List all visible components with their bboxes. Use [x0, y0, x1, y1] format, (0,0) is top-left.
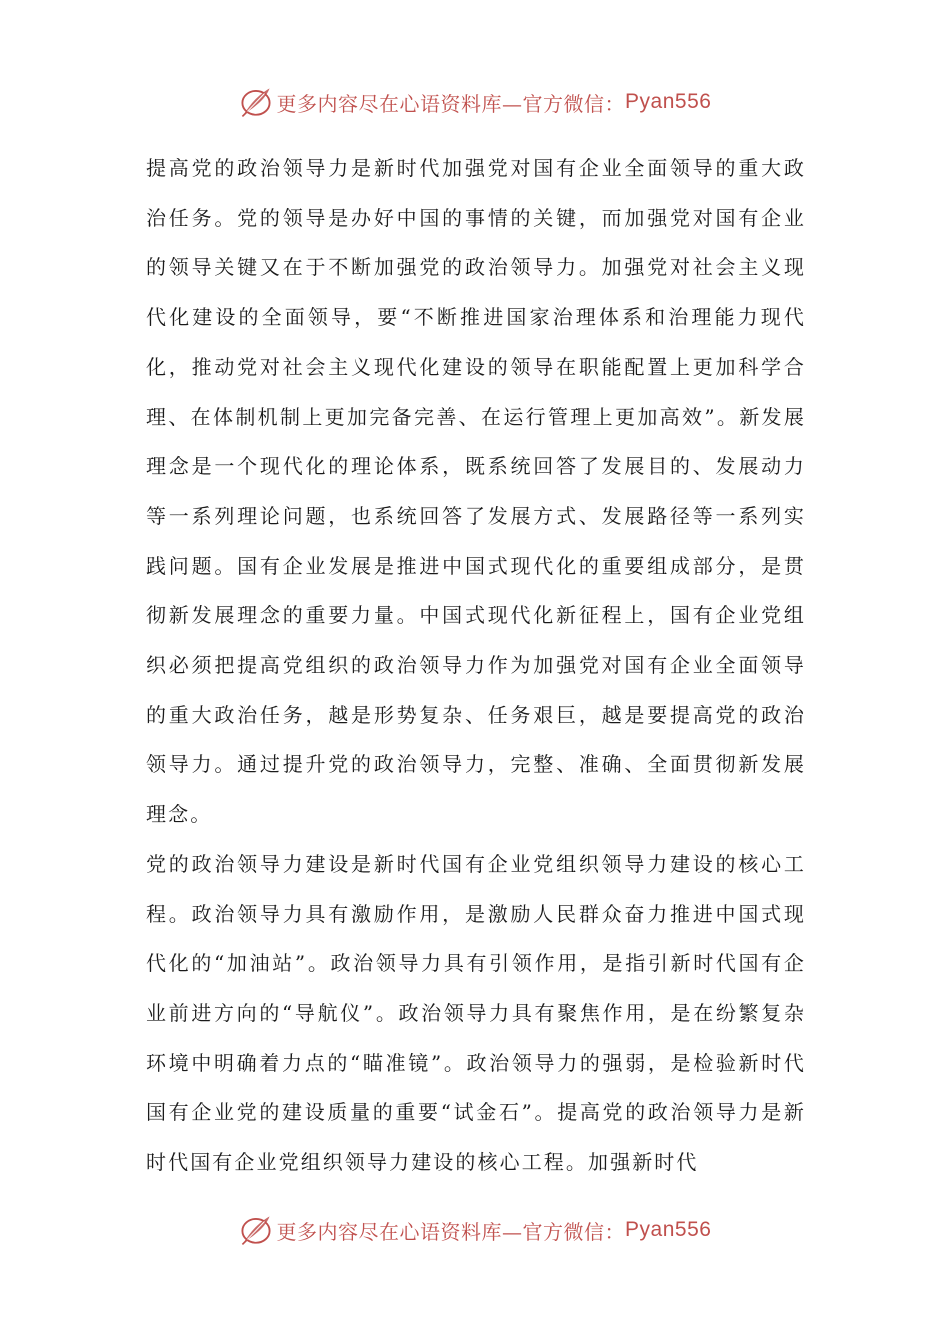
feather-pen-logo-icon — [239, 1213, 273, 1247]
paragraph-2: 党的政治领导力建设是新时代国有企业党组织领导力建设的核心工程。政治领导力具有激励作用，是激励人民群众奋力推进中国式现代化的“加油站”。政治领导力具有引领作用，是指引新时代国有企业前进方向的“导航仪”。政治领导力具有聚焦作用，是在纷繁复杂环境中明确着力点的“瞄准镜”。政治领导力的强弱，是检验新时代国有企业党的建设质量的重要“试金石”。提高党的政治领导力是新时代国有企业党组织领导力建设的核心工程。加强新时代 — [146, 851, 806, 1175]
header-banner — [0, 82, 950, 122]
banner-prefix-text: 更多内容尽在心语资料库— — [276, 1219, 523, 1244]
banner-wechat-label: 官方微信： — [522, 91, 626, 116]
banner-wechat-id: Pyan556 — [625, 90, 712, 113]
document-body — [146, 144, 806, 1188]
feather-pen-logo-icon — [239, 85, 273, 119]
banner-prefix-text: 更多内容尽在心语资料库— — [276, 91, 523, 116]
banner-wechat-id: Pyan556 — [625, 1218, 712, 1241]
paragraph-1: 提高党的政治领导力是新时代加强党对国有企业全面领导的重大政治任务。党的领导是办好中国的事情的关键，而加强党对国有企业的领导关键又在于不断加强党的政治领导力。加强党对社会主义现代化建设的全面领导，要“不断推进国家治理体系和治理能力现代化，推动党对社会主义现代化建设的领导在职能配置上更加科学合理、在体制机制上更加完备完善、在运行管理上更加高效”。新发展理念是一个现代化的理论体系，既系统回答了发展目的、发展动力等一系列理论问题，也系统回答了发展方式、发展路径等一系列实践问题。国有企业发展是推进中国式现代化的重要组成部分，是贯彻新发展理念的重要力量。中国式现代化新征程上，国有企业党组织必须把提高党组织的政治领导力作为加强党对国有企业全面领导的重大政治任务，越是形势复杂、任务艰巨，越是要提高党的政治领导力。通过提升党的政治领导力，完整、准确、全面贯彻新发展理念。 — [146, 156, 806, 827]
banner-wechat-label: 官方微信： — [522, 1219, 626, 1244]
footer-banner — [0, 1210, 950, 1250]
